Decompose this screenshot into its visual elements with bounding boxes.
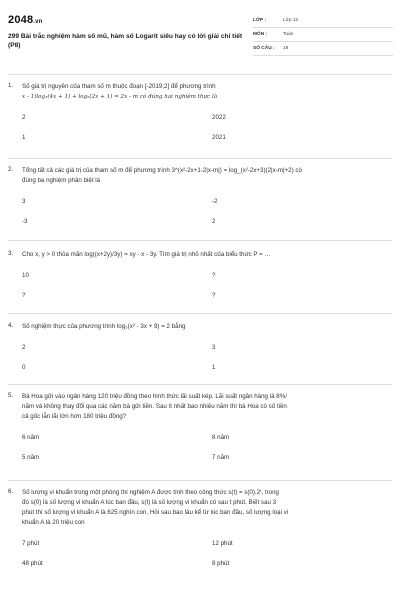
divider — [8, 384, 392, 385]
options — [22, 110, 392, 144]
divider — [8, 480, 392, 481]
meta-label: MÔN : — [253, 32, 268, 37]
meta-value: 19 — [283, 46, 289, 51]
page-title: 299 Bài trắc nghiệm hàm số mũ, hàm số Logarit siêu hay có lời giải chi tiết (P8) — [8, 33, 243, 49]
meta-label: SỐ CÂU : — [253, 46, 275, 51]
option-b[interactable]: 12 phút — [212, 540, 233, 547]
divider — [8, 240, 392, 241]
question-text-4: khuẩn A là 20 triệu con — [22, 519, 85, 526]
question-text: Tổng tất cả các giá trị của tham số m để phương trình 3^(x²-2x+1-2|x-m|) = log_(x²-2x+3)(2|x-m|+2) có — [22, 167, 302, 174]
question-text: Số giá trị nguyên của tham số m thuộc đoạn [-2019;2] để phương trình — [22, 83, 216, 90]
question-text-3: phút thì số lượng vi khuẩn A là 625 nghìn con. Hỏi sau bao lâu kể từ lúc ban đầu, số lượng loại vi — [22, 509, 289, 516]
options — [22, 340, 392, 374]
question-5 — [8, 392, 392, 464]
question-text-2: đúng ba nghiệm phân biệt là — [22, 177, 101, 184]
option-d[interactable]: ? — [212, 292, 216, 299]
option-b[interactable]: 2022 — [212, 114, 226, 121]
option-c[interactable]: 48 phút — [22, 560, 43, 567]
question-text-3: cả gốc lẫn lãi lớn hơn 180 triệu đồng? — [22, 413, 127, 420]
option-b[interactable]: -2 — [212, 198, 218, 205]
logo-suffix: .vn — [33, 19, 43, 25]
logo[interactable] — [8, 14, 43, 26]
question-text: Bà Hoa gửi vào ngân hàng 120 triệu đồng theo hình thức lãi suất kép. Lãi suất ngân hàng là 8%/ — [22, 393, 287, 400]
header — [0, 0, 400, 72]
question-text: Số nghiệm thực của phương trình log₃(x² - 3x + 9) = 2 bằng — [22, 323, 186, 330]
options — [22, 536, 392, 570]
option-c[interactable]: 1 — [22, 134, 26, 141]
option-c[interactable]: ? — [22, 292, 26, 299]
option-a[interactable]: 7 phút — [22, 540, 40, 547]
option-d[interactable]: 1 — [212, 364, 216, 371]
question-1 — [8, 82, 392, 144]
question-text-2: năm và không thay đổi qua các năm bà gửi tiền. Sau ít nhất bao nhiêu năm thì bà Hoa có số tiền — [22, 403, 287, 410]
option-c[interactable]: 0 — [22, 364, 26, 371]
option-a[interactable]: 6 năm — [22, 434, 40, 441]
option-c[interactable]: -3 — [22, 218, 28, 225]
question-number: 2. — [8, 166, 14, 173]
question-text: Cho x, y > 0 thỏa mãn log((x+2y)/3y) = xy - x - 3y. Tìm giá trị nhỏ nhất của biểu thức P = … — [22, 251, 271, 258]
question-6 — [8, 488, 392, 570]
meta-label: LỚP : — [253, 18, 267, 23]
question-number: 1. — [8, 82, 14, 89]
meta-info — [253, 14, 393, 56]
option-a[interactable]: 10 — [22, 272, 29, 279]
option-c[interactable]: 5 năm — [22, 454, 40, 461]
divider — [8, 74, 392, 75]
meta-value: Toán — [283, 32, 294, 37]
question-3 — [8, 250, 392, 302]
divider — [8, 158, 392, 159]
question-number: 4. — [8, 322, 14, 329]
options — [22, 430, 392, 464]
option-b[interactable]: ? — [212, 272, 216, 279]
question-number: 3. — [8, 250, 14, 257]
question-2 — [8, 166, 392, 228]
options — [22, 268, 392, 302]
question-text: Số lượng vi khuẩn trong một phòng thí nghiệm A được tính theo công thức s(t) = s(0).2ᵗ, trong — [22, 489, 279, 496]
option-a[interactable]: 3 — [22, 198, 26, 205]
question-text-2: đó s(0) là số lượng vi khuẩn A lúc ban đầu, s(t) là số lượng vi khuẩn có sau t phút. Biết sau 3 — [22, 499, 277, 506]
meta-row-subject — [253, 28, 393, 42]
question-number: 6. — [8, 488, 14, 495]
option-b[interactable]: 3 — [212, 344, 216, 351]
option-a[interactable]: 2 — [22, 114, 26, 121]
meta-row-class — [253, 14, 393, 28]
meta-row-count — [253, 42, 393, 56]
logo-main: 2048 — [8, 14, 34, 26]
meta-value: Lớp 12 — [283, 18, 299, 23]
option-d[interactable]: 2 — [212, 218, 216, 225]
divider — [8, 313, 392, 314]
option-d[interactable]: 7 năm — [212, 454, 230, 461]
option-b[interactable]: 8 năm — [212, 434, 230, 441]
option-d[interactable]: 2021 — [212, 134, 226, 141]
options — [22, 194, 392, 228]
question-number: 5. — [8, 392, 14, 399]
option-d[interactable]: 8 phút — [212, 560, 230, 567]
question-math: x - 1)log₃(4x + 1) + log₅(2x + 1) = 2x - m có đúng hai nghiệm thực là — [22, 94, 218, 100]
option-a[interactable]: 2 — [22, 344, 26, 351]
question-4 — [8, 322, 392, 374]
